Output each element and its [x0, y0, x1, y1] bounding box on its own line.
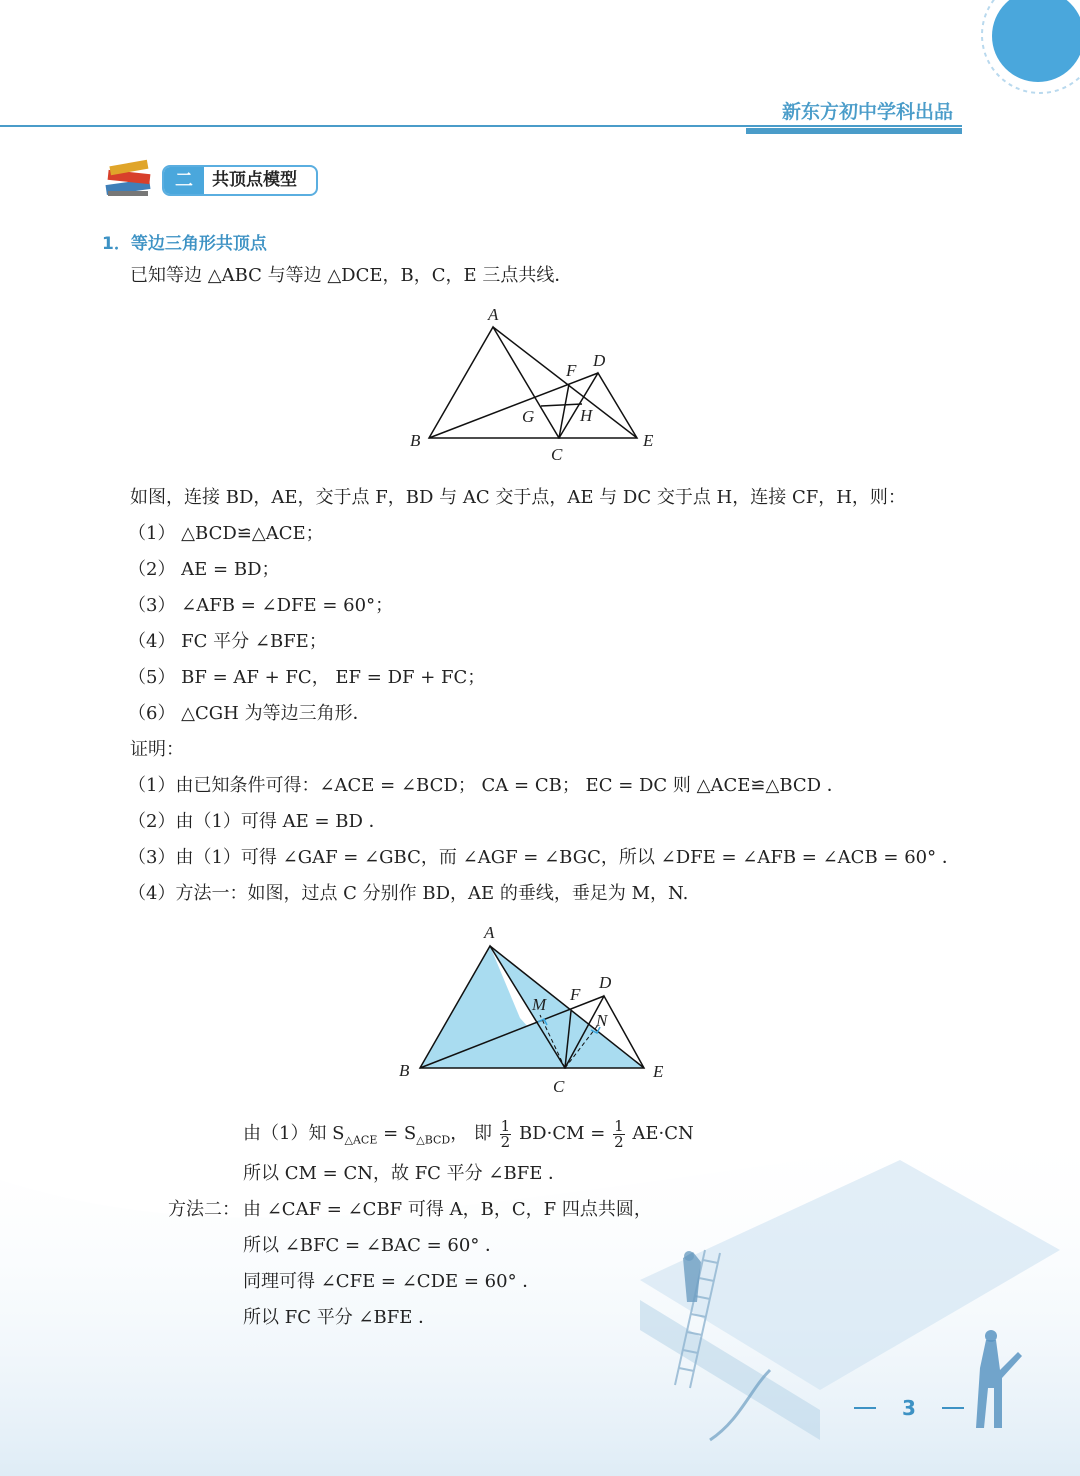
fig1-label-A: A [488, 305, 499, 324]
fig2-label-N: N [596, 1011, 608, 1030]
method2-label: 方法二： [168, 1199, 240, 1220]
fig1-label-B: B [410, 431, 421, 450]
subsection-title: 1．等边三角形共顶点 [102, 234, 267, 254]
conclusion-4: （4） FC 平分 ∠BFE； [128, 631, 327, 652]
method1-eq-prefix: 由（1）知 S [243, 1123, 345, 1144]
fig1-label-F: F [566, 361, 577, 380]
figure-1 [400, 300, 670, 470]
method1-eq-mid: = S [377, 1123, 417, 1144]
fig2-label-C: C [553, 1077, 565, 1096]
proof-1: （1）由已知条件可得：∠ACE = ∠BCD； CA = CB； EC = DC 则 △ACE≌△BCD ． [128, 775, 845, 796]
proof-title: 证明： [130, 739, 184, 760]
fig2-label-E: E [653, 1062, 664, 1081]
fraction-1-den: 2 [500, 1132, 511, 1151]
description-text: 如图，连接 BD，AE，交于点 F，BD 与 AC 交于点，AE 与 DC 交于点 H，连接 CF，H，则： [130, 487, 906, 508]
method1-equation [243, 1114, 694, 1161]
conclusion-6: （6） △CGH 为等边三角形． [128, 703, 371, 724]
page-number: 3 [902, 1396, 916, 1420]
fig1-label-G: G [522, 407, 535, 426]
books-icon [102, 158, 156, 200]
method1-term1: BD·CM = [518, 1123, 606, 1144]
method1-eq-ji: ， 即 [450, 1123, 498, 1144]
section-badge [162, 165, 318, 196]
proof-3: （3）由（1）可得 ∠GAF = ∠GBC，而 ∠AGF = ∠BGC，所以 ∠DFE = ∠AFB = ∠ACB = 60° ． [128, 847, 960, 868]
method2-line-3: 同理可得 ∠CFE = ∠CDE = 60° ． [243, 1271, 541, 1292]
intro-text: 已知等边 △ABC 与等边 △DCE，B，C，E 三点共线． [130, 265, 573, 286]
proof-2: （2）由（1）可得 AE = BD ． [128, 811, 387, 832]
fraction-1-num: 1 [500, 1116, 511, 1135]
fig2-label-F: F [570, 985, 581, 1004]
method2-line-1: 由 ∠CAF = ∠CBF 可得 A，B，C，F 四点共圆， [243, 1199, 652, 1220]
method1-sub2: △BCD [416, 1133, 451, 1147]
conclusion-1: （1） △BCD≌△ACE； [128, 523, 324, 544]
fig2-label-B: B [399, 1061, 410, 1080]
fig2-label-M: M [532, 995, 547, 1014]
method2-line-4: 所以 FC 平分 ∠BFE ． [243, 1307, 437, 1328]
fraction-2-den: 2 [614, 1132, 624, 1151]
fig2-label-D: D [599, 973, 612, 992]
header-rule-bar [746, 128, 962, 134]
fraction-1 [500, 1116, 512, 1151]
method1-line-2: 所以 CM = CN，故 FC 平分 ∠BFE ． [243, 1163, 567, 1184]
conclusion-3: （3） ∠AFB = ∠DFE = 60°； [128, 595, 394, 616]
fig1-label-H: H [580, 406, 593, 425]
fig1-label-D: D [593, 351, 606, 370]
method1-sub1: △ACE [344, 1133, 378, 1147]
method1-term2: AE·CN [632, 1123, 694, 1144]
fraction-2 [613, 1116, 625, 1151]
proof-4: （4）方法一：如图，过点 C 分别作 BD，AE 的垂线，垂足为 M，N. [128, 883, 689, 904]
section-number: 二 [164, 167, 204, 194]
corner-circle [992, 0, 1080, 82]
conclusion-5: （5） BF = AF + FC， EF = DF + FC； [128, 667, 486, 688]
fraction-2-num: 1 [614, 1116, 624, 1135]
figure-2 [390, 920, 680, 1100]
section-title: 共顶点模型 [212, 170, 297, 190]
fig1-label-C: C [551, 445, 563, 464]
fig1-label-E: E [643, 431, 654, 450]
conclusion-2: （2） AE = BD； [128, 559, 280, 580]
brand-title: 新东方初中学科出品 [782, 101, 954, 123]
method2-line-2: 所以 ∠BFC = ∠BAC = 60° ． [243, 1235, 504, 1256]
fig2-label-A: A [484, 923, 495, 942]
